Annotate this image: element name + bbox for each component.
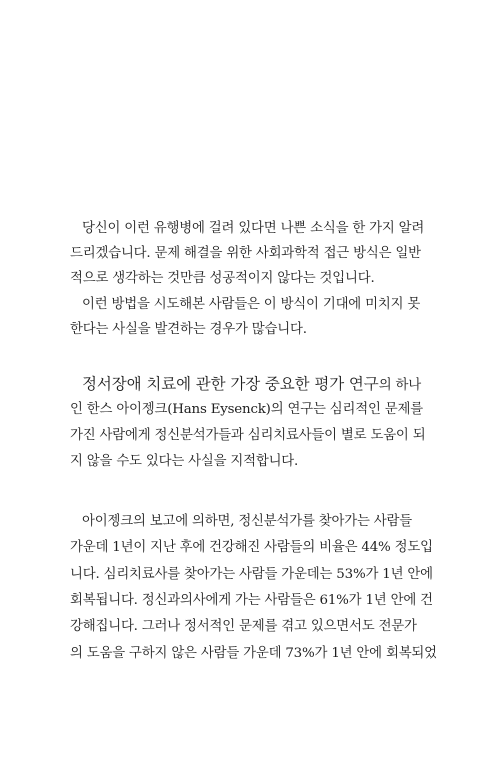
paragraph-3-line-3: 가진 사람에게 정신분석가들과 심리치료사들이 별로 도움이 되 xyxy=(70,428,426,443)
paragraph-2-line-1: 이런 방법을 시도해본 사람들은 이 방식이 기대에 미치지 못 xyxy=(82,297,421,312)
paragraph-1-line-3: 적으로 생각하는 것만큼 성공적이지 않다는 것입니다. xyxy=(70,271,375,286)
paragraph-2-line-2: 한다는 사실을 발견하는 경우가 많습니다. xyxy=(70,322,307,337)
paragraph-3-line-4: 지 않을 수도 있다는 사실을 지적합니다. xyxy=(70,454,299,469)
emphasized-lead-text: 정서장애 치료에 관한 가장 중요한 평가 연구 xyxy=(82,375,379,393)
paragraph-4-line-6: 의 도움을 구하지 않은 사람들 가운데 73%가 1년 안에 회복되었 xyxy=(70,646,437,661)
paragraph-4-line-3: 니다. 심리치료사를 찾아가는 사람들 가운데는 53%가 1년 안에 xyxy=(70,567,433,582)
paragraph-4-line-5: 강해집니다. 그러나 정서적인 문제를 겪고 있으면서도 전문가 xyxy=(70,619,417,634)
lead-continuation: 의 하나 xyxy=(378,378,421,393)
paragraph-4-line-4: 회복됩니다. 정신과의사에게 가는 사람들은 61%가 1년 안에 건 xyxy=(70,593,433,608)
paragraph-3-line-2: 인 한스 아이젱크(Hans Eysenck)의 연구는 심리적인 문제를 xyxy=(70,402,423,417)
paragraph-3-line-1 xyxy=(82,375,454,395)
paragraph-1-line-1: 당신이 이런 유행병에 걸려 있다면 나쁜 소식을 한 가지 알려 xyxy=(82,221,425,236)
paragraph-1-line-2: 드리겠습니다. 문제 해결을 위한 사회과학적 접근 방식은 일반 xyxy=(70,246,421,261)
paragraph-4-line-1: 아이젱크의 보고에 의하면, 정신분석가를 찾아가는 사람들 xyxy=(82,514,412,529)
paragraph-4-line-2: 가운데 1년이 지난 후에 건강해진 사람들의 비율은 44% 정도입 xyxy=(70,540,433,555)
